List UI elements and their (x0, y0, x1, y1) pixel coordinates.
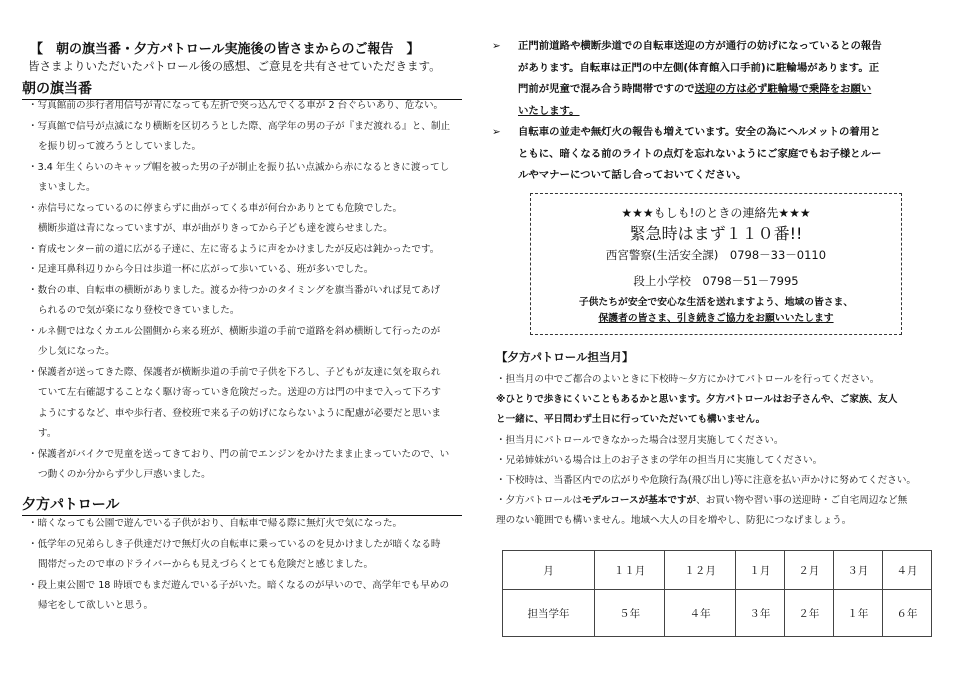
table-cell: ６年 (882, 590, 931, 637)
list-item-line: ・保護者が送ってきた際、保護者が横断歩道の手前で子供を下ろし、子どもが友達に気を取られ (28, 366, 441, 378)
list-item-line: ようにするなど、車や歩行者、登校班で来る子の妨げにならないように配慮が必要だと思いま (38, 407, 441, 419)
list-item-line: 横断歩道は青になっていますが、車が曲がりきってから子ども達を渡らせました。 (38, 223, 393, 234)
list-item (28, 363, 464, 445)
table-cell: ５年 (594, 590, 664, 637)
list-item-line: 間帯だったので車のドライバーからも見えづらくとても危険だと感じました。 (38, 559, 374, 570)
list-item-line: ・足達耳鼻科辺りから今日は歩道一杯に広がって歩いている、班が多いでした。 (28, 264, 374, 275)
contact-message-1: 子供たちが安全で安心な生活を送れますよう、地域の皆さま、 (578, 297, 854, 308)
arrow-bullet-icon: ➢ (492, 126, 501, 138)
table-cell: ２月 (784, 551, 833, 590)
table-cell: 担当学年 (503, 590, 595, 637)
list-item-line: 帰宅をして欲しいと思う。 (38, 600, 154, 611)
table-cell: １２月 (665, 551, 735, 590)
list-item-line: つ動くのか分からず少し戸惑いました。 (38, 469, 211, 480)
patrol-rule: ・担当月の中でご都合のよいときに下校時～夕方にかけてパトロールを行ってください。 (496, 374, 880, 385)
list-item (28, 576, 464, 617)
notice-line: 自転車の並走や無灯火の報告も増えています。安全の為にヘルメットの着用と (518, 126, 881, 138)
notice-line: ともに、暗くなる前のライトの点灯を忘れないようにご家庭でもお子様とルー (518, 147, 882, 160)
list-item (28, 199, 464, 240)
list-item-line: ・段上東公園で 18 時頃でもまだ遊んでいる子がいた。暗くなるのが早いので、高学年でも早めの (28, 579, 450, 591)
patrol-note: と一緒に、平日問わず土日に行っていただいても構いません。 (496, 414, 766, 426)
report-intro: 皆さまよりいただいたパトロール後の感想、ご意見を共有させていただきます。 (28, 59, 441, 73)
emergency-number: 緊急時はまず１１０番!! (629, 224, 803, 243)
list-item-line: ・数台の車、自転車の横断がありました。渡るか待つかのタイミングを旗当番がいれば見てあげ (28, 284, 441, 296)
table-cell: ４月 (882, 551, 931, 590)
patrol-rule: ・夕方パトロールはモデルコースが基本ですが、お買い物や習い事の送迎時・ご自宅周辺など無 (496, 495, 908, 507)
notice-line: があります。自転車は正門の中左側(体育館入口手前)に駐輪場があります。正 (518, 61, 880, 74)
police-contact: 西宮警察(生活安全課) 0798－33－0110 (605, 248, 827, 262)
list-item-line: ・保護者がバイクで児童を送ってきており、門の前でエンジンをかけたまま止まっていたので、い (28, 448, 450, 460)
list-item (28, 281, 464, 322)
list-item-line: ・3.4 年生くらいのキャップ帽を被った男の子が制止を振り払い点滅から赤になるときに渡ってし (28, 161, 450, 173)
list-item (28, 445, 464, 486)
patrol-heading: 【夕方パトロール担当月】 (496, 350, 634, 364)
list-item-line: ・育成センター前の道に広がる子達に、左に寄るように声をかけましたが反応は鈍かったです。 (28, 243, 440, 255)
patrol-rule: ・兄弟姉妹がいる場合は上のお子さまの学年の担当月に実施してください。 (496, 454, 823, 466)
list-item-line: ・ルネ側ではなくカエル公園側から来る班が、横断歩道の手前で道路を斜め横断して行ったのが (28, 325, 441, 337)
patrol-rule: ・下校時は、当番区内での広がりや危険行為(飛び出し)等に注意を払い声かけに努めてください。 (496, 475, 917, 487)
table-cell: 月 (503, 551, 595, 590)
patrol-rules (496, 370, 940, 532)
list-item (28, 158, 464, 199)
arrow-bullet-icon: ➢ (492, 40, 501, 52)
patrol-schedule-table (502, 550, 932, 637)
list-item-line: まいました。 (38, 182, 96, 193)
list-item (28, 96, 464, 117)
evening-heading: 夕方パトロール (22, 494, 462, 516)
notice-line: いたします。 (518, 104, 580, 117)
report-title: 【 朝の旗当番・夕方パトロール実施後の皆さまからのご報告 】 (30, 42, 420, 57)
table-row (503, 551, 932, 590)
notice-line: ルやマナーについて話し合っておいてください。 (518, 169, 747, 182)
list-item (28, 535, 464, 576)
emergency-contact-box (530, 193, 902, 335)
contact-message-2: 保護者の皆さま、引き続きご協力をお願いいたします (598, 313, 834, 324)
list-item-line: られるので気が楽になり登校できていました。 (38, 305, 240, 316)
table-cell: １月 (735, 551, 784, 590)
list-item (28, 322, 464, 363)
morning-heading: 朝の旗当番 (22, 78, 462, 100)
list-item-line: ・写真館前の歩行者用信号が青になっても左折で突っ込んでくる車が 2 台ぐらいあり、危ない。 (28, 100, 444, 111)
notice-bicycle-safety (490, 122, 940, 187)
school-contact: 段上小学校 0798－51－7995 (633, 274, 799, 288)
list-item-line: ・赤信号になっているのに停まらずに曲がってくる車が何台かありとても危険でした。 (28, 202, 403, 214)
patrol-note: ※ひとりで歩きにくいこともあるかと思います。夕方パトロールはお子さんや、ご家族、友人 (496, 394, 898, 406)
notice-line: 正門前道路や横断歩道での自転車送迎の方が通行の妨げになっているとの報告 (518, 40, 882, 52)
notice-line: 門前が児童で混み合う時間帯ですので送迎の方は必ず駐輪場で乗降をお願い (518, 83, 872, 96)
list-item-line: ・低学年の兄弟らしき子供達だけで無灯火の自転車に乗っているのを見かけましたが暗くなる時 (28, 538, 441, 550)
morning-list (28, 96, 464, 486)
contact-heading: ★★★もしも!のときの連絡先★★★ (621, 206, 811, 220)
table-cell: ４年 (665, 590, 735, 637)
table-cell: １１月 (594, 551, 664, 590)
list-item-line: 少し気になった。 (38, 346, 115, 357)
notice-bicycle-dropoff (490, 36, 940, 122)
list-item-line: す。 (38, 428, 57, 439)
list-item-line: ていて左右確認することなく駆け寄っていき危険だった。送迎の方は門の中まで入って下ろす (38, 387, 441, 398)
patrol-rule: 理のない範囲でも構いません。地域へ大人の目を増やし、防犯につなげましょう。 (496, 515, 852, 527)
table-cell: ２年 (784, 590, 833, 637)
list-item-line: を振り切って渡ろうとしていました。 (38, 141, 202, 152)
list-item (28, 260, 464, 281)
list-item (28, 240, 464, 261)
table-cell: ３月 (833, 551, 882, 590)
table-cell: ３年 (735, 590, 784, 637)
list-item-line: ・暗くなっても公園で遊んでいる子供がおり、自転車で帰る際に無灯火で気になった。 (28, 518, 403, 529)
table-cell: １年 (833, 590, 882, 637)
patrol-rule: ・担当月にパトロールできなかった場合は翌月実施してください。 (496, 434, 784, 446)
table-row (503, 590, 932, 637)
list-item (28, 514, 464, 535)
list-item-line: ・写真館で信号が点滅になり横断を区切ろうとした際、高学年の男の子が『まだ渡れる』と、制止 (28, 120, 451, 132)
evening-list (28, 514, 464, 617)
list-item (28, 117, 464, 158)
